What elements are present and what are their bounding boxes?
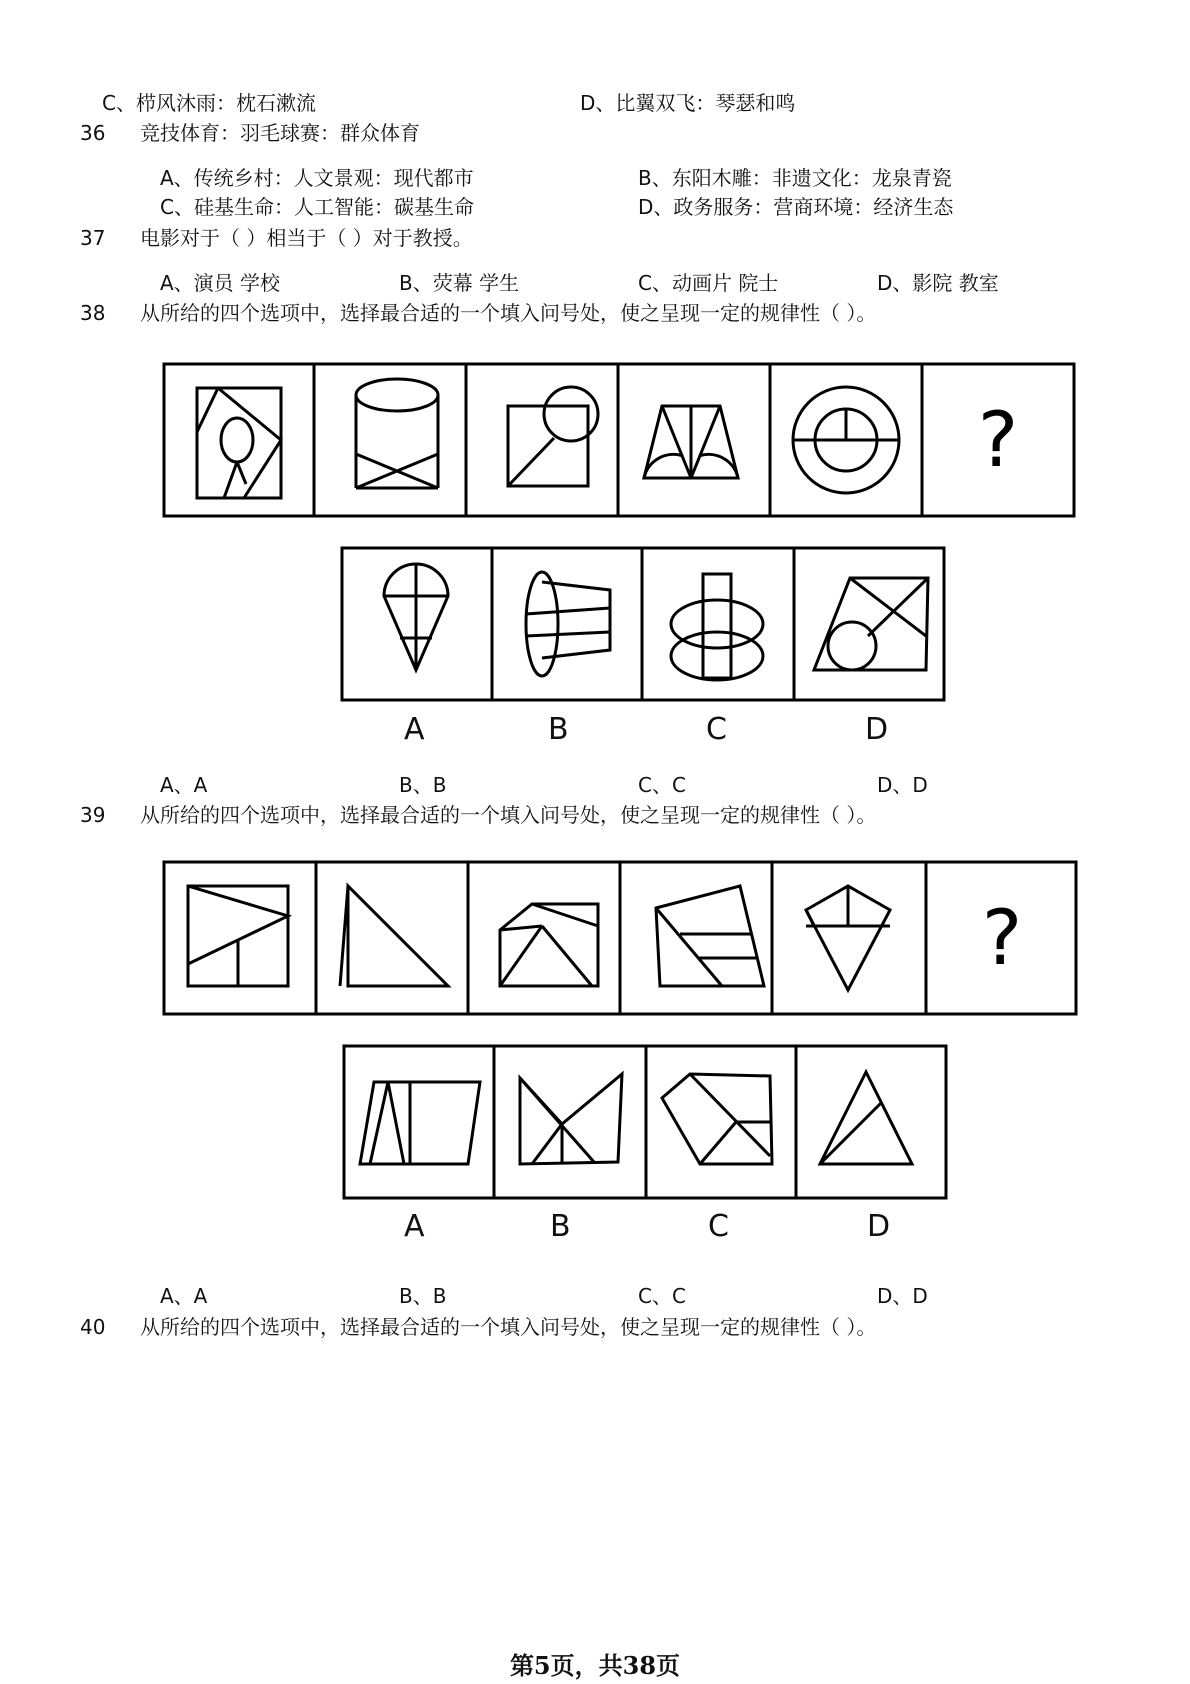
q38-cell-2 [356, 379, 438, 488]
q39-number: 39 [80, 803, 106, 827]
q38-cell-1 [197, 388, 281, 498]
q39-question-mark: ? [981, 893, 1023, 982]
q38-number: 38 [80, 301, 106, 325]
q38-question-figure [162, 362, 1076, 518]
q38-cell-3 [508, 387, 598, 486]
q38-question-mark: ? [977, 395, 1019, 484]
q39-label-c: C [708, 1209, 729, 1244]
q38-option-b[interactable]: B、B [399, 773, 447, 797]
q38-cell-5 [793, 387, 899, 493]
q39-question-figure [162, 860, 1078, 1016]
q37-option-d[interactable]: D、影院 教室 [877, 271, 999, 295]
q39-cell-4 [656, 886, 764, 986]
q38-options-figure [340, 546, 946, 702]
q38-label-a: A [404, 712, 425, 747]
q37-option-a[interactable]: A、演员 学校 [160, 271, 281, 295]
q40-stem: 从所给的四个选项中，选择最合适的一个填入问号处，使之呈现一定的规律性（ ）。 [140, 1315, 877, 1339]
q38-option-a-shape[interactable] [384, 564, 448, 670]
q35-option-c[interactable]: C、栉风沐雨：枕石漱流 [102, 91, 316, 115]
q38-option-c[interactable]: C、C [638, 773, 686, 797]
q37-stem: 电影对于（ ）相当于（ ）对于教授。 [140, 226, 473, 250]
q39-option-d-shape[interactable] [820, 1072, 912, 1164]
q38-stem: 从所给的四个选项中，选择最合适的一个填入问号处，使之呈现一定的规律性（ ）。 [140, 301, 877, 325]
q36-stem: 竞技体育：羽毛球赛：群众体育 [140, 121, 420, 145]
q38-label-b: B [548, 712, 569, 747]
q39-label-a: A [404, 1209, 425, 1244]
q39-label-d: D [867, 1209, 891, 1244]
q39-option-c-shape[interactable] [662, 1074, 772, 1164]
q38-option-d-shape[interactable] [814, 578, 928, 670]
q39-options-figure [342, 1044, 948, 1200]
q39-option-b-shape[interactable] [520, 1074, 622, 1164]
q37-number: 37 [80, 226, 106, 250]
q38-option-a[interactable]: A、A [160, 773, 208, 797]
q38-option-c-shape[interactable] [671, 574, 763, 680]
q39-label-b: B [550, 1209, 571, 1244]
q37-option-c[interactable]: C、动画片 院士 [638, 271, 779, 295]
q40-number: 40 [80, 1315, 106, 1339]
q38-label-c: C [706, 712, 727, 747]
q39-stem: 从所给的四个选项中，选择最合适的一个填入问号处，使之呈现一定的规律性（ ）。 [140, 803, 877, 827]
q35-option-d[interactable]: D、比翼双飞：琴瑟和鸣 [580, 91, 796, 115]
page-footer: 第5页，共38页 [509, 1651, 681, 1680]
q39-option-d[interactable]: D、D [877, 1284, 928, 1308]
q38-option-b-shape[interactable] [526, 572, 610, 676]
q39-cell-3 [500, 904, 598, 986]
q36-option-b[interactable]: B、东阳木雕：非遗文化：龙泉青瓷 [638, 166, 952, 190]
q37-option-b[interactable]: B、荧幕 学生 [399, 271, 520, 295]
q38-cell-4 [644, 406, 738, 478]
q39-cell-1 [188, 886, 288, 986]
q36-option-d[interactable]: D、政务服务：营商环境：经济生态 [638, 195, 954, 219]
q36-number: 36 [80, 121, 106, 145]
q36-option-a[interactable]: A、传统乡村：人文景观：现代都市 [160, 166, 474, 190]
q39-option-b[interactable]: B、B [399, 1284, 447, 1308]
q39-option-c[interactable]: C、C [638, 1284, 686, 1308]
q38-option-d[interactable]: D、D [877, 773, 928, 797]
q39-cell-5 [806, 886, 890, 990]
q38-label-d: D [865, 712, 889, 747]
q39-cell-2 [340, 886, 448, 986]
q39-option-a-shape[interactable] [360, 1082, 480, 1164]
q36-option-c[interactable]: C、硅基生命：人工智能：碳基生命 [160, 195, 474, 219]
q39-option-a[interactable]: A、A [160, 1284, 208, 1308]
